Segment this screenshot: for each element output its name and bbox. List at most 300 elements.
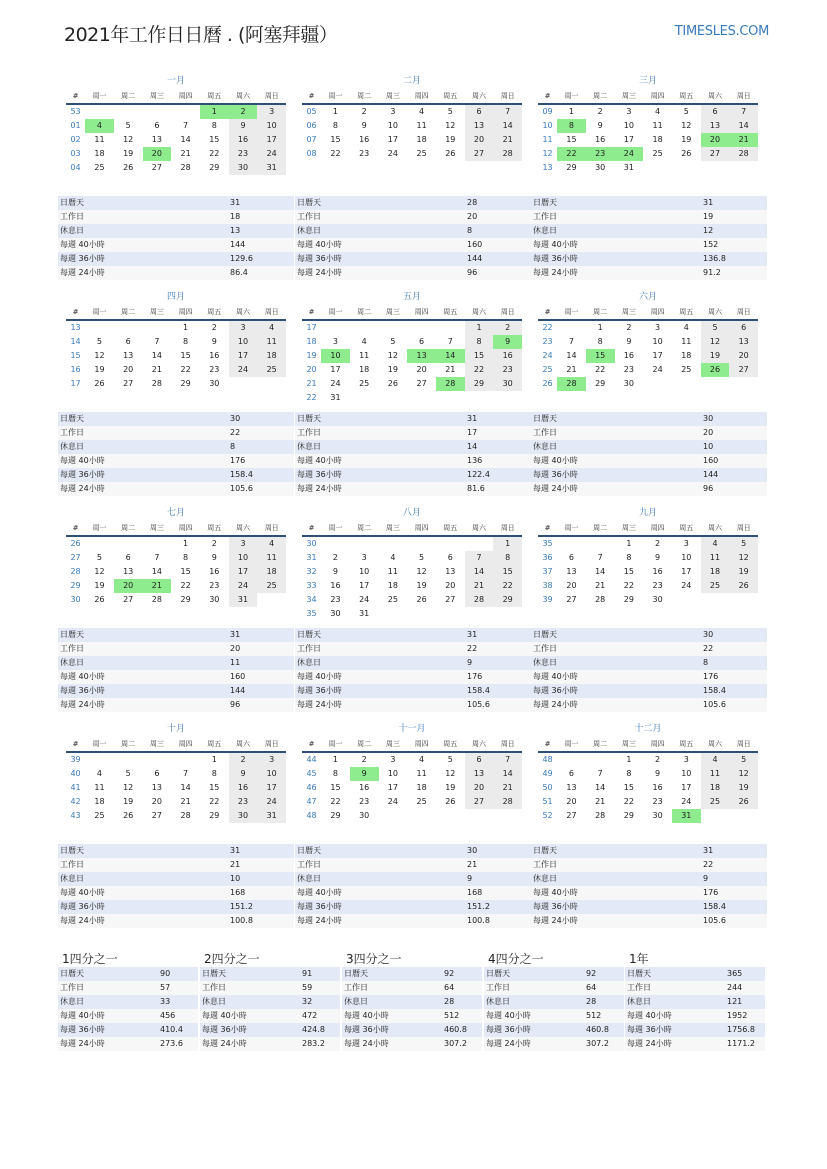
day-cell: 19 xyxy=(729,565,758,579)
day-cell: 28 xyxy=(465,593,494,607)
stat-row xyxy=(531,886,767,900)
stat-label: 休息日 xyxy=(533,442,557,451)
week-row xyxy=(66,349,286,363)
day-cell: 16 xyxy=(229,781,258,795)
week-number: 26 xyxy=(542,379,553,388)
day-cell: 12 xyxy=(701,335,730,349)
weekday-label: # xyxy=(72,92,79,100)
day-cell: 2 xyxy=(211,539,217,548)
stat-value: 1952 xyxy=(727,1011,748,1020)
weekday-label: 周三 xyxy=(385,524,400,532)
stat-label: 休息日 xyxy=(533,658,557,667)
weekday-label: 周日 xyxy=(736,524,751,532)
day-cell: 30 xyxy=(595,163,606,172)
empty-day-cell xyxy=(379,537,408,551)
day-cell: 21 xyxy=(493,781,522,795)
week-number: 45 xyxy=(306,769,317,778)
week-row xyxy=(66,753,286,767)
stat-label: 工作日 xyxy=(297,212,321,221)
day-cell: 5 xyxy=(701,321,730,335)
weekday-label: 周二 xyxy=(593,92,608,100)
day-cell: 8 xyxy=(626,553,632,562)
weekday-label: 周二 xyxy=(357,524,372,532)
empty-day-cell xyxy=(85,753,114,767)
stat-label: 每週 24小時 xyxy=(533,916,578,925)
stat-value: 176 xyxy=(467,672,483,681)
weekday-label: 周五 xyxy=(207,740,222,748)
day-cell: 13 xyxy=(465,767,494,781)
day-cell: 6 xyxy=(125,337,131,346)
day-cell: 18 xyxy=(94,149,105,158)
stat-row xyxy=(58,252,294,266)
week-row xyxy=(302,335,522,349)
stat-row xyxy=(295,224,531,238)
stat-label: 日曆天 xyxy=(60,846,84,855)
week-row xyxy=(538,119,758,133)
day-cell: 2 xyxy=(626,323,632,332)
weekday-label: 周日 xyxy=(500,308,515,316)
stat-row xyxy=(484,967,624,981)
empty-day-cell xyxy=(407,607,436,621)
day-cell: 26 xyxy=(729,579,758,593)
empty-day-cell xyxy=(114,753,143,767)
empty-day-cell xyxy=(436,537,465,551)
week-number: 19 xyxy=(306,351,317,360)
day-cell: 10 xyxy=(257,767,286,781)
day-cell: 27 xyxy=(465,147,494,161)
day-cell: 4 xyxy=(419,107,425,116)
stat-row xyxy=(531,670,767,684)
empty-day-cell xyxy=(85,537,114,551)
day-cell: 16 xyxy=(330,581,341,590)
month-name: 七月 xyxy=(166,508,185,518)
day-cell: 24 xyxy=(387,797,398,806)
stat-row xyxy=(58,468,294,482)
weekday-label: 周三 xyxy=(621,740,636,748)
day-cell: 2 xyxy=(655,539,661,548)
empty-day-cell xyxy=(643,377,672,391)
week-row xyxy=(302,349,522,363)
day-cell: 22 xyxy=(330,797,341,806)
stat-value: 512 xyxy=(444,1011,460,1020)
stat-row xyxy=(200,995,340,1009)
stat-label: 日曆天 xyxy=(533,414,557,423)
week-number: 51 xyxy=(542,797,553,806)
day-cell: 3 xyxy=(683,539,689,548)
week-row xyxy=(538,349,758,363)
weekday-label: # xyxy=(72,524,79,532)
day-cell: 18 xyxy=(652,135,663,144)
day-cell: 31 xyxy=(359,609,370,618)
weekday-label: 周四 xyxy=(650,92,665,100)
weekday-label: 周四 xyxy=(650,740,665,748)
stat-value: 8 xyxy=(703,658,709,667)
stat-label: 每週 40小時 xyxy=(60,456,105,465)
day-cell: 26 xyxy=(416,595,427,604)
week-number: 07 xyxy=(306,135,317,144)
day-cell: 16 xyxy=(359,783,370,792)
stat-label: 每週 36小時 xyxy=(202,1025,247,1034)
week-number: 13 xyxy=(542,163,553,172)
day-cell: 9 xyxy=(229,767,258,781)
day-cell: 11 xyxy=(681,337,692,346)
day-cell: 9 xyxy=(350,767,379,781)
day-cell: 14 xyxy=(180,783,191,792)
stat-row xyxy=(342,967,482,981)
day-cell: 15 xyxy=(180,567,191,576)
empty-day-cell xyxy=(465,391,494,405)
day-cell: 11 xyxy=(387,567,398,576)
day-cell: 1 xyxy=(568,107,575,116)
stat-label: 每週 24小時 xyxy=(533,484,578,493)
week-row xyxy=(538,537,758,551)
day-cell: 29 xyxy=(623,595,634,604)
day-cell: 18 xyxy=(359,365,370,374)
stat-value: 460.8 xyxy=(586,1025,609,1034)
day-cell: 23 xyxy=(623,365,634,374)
stat-label: 休息日 xyxy=(533,874,557,883)
weekday-label: 周五 xyxy=(207,308,222,316)
weekday-label: 周三 xyxy=(385,308,400,316)
weekday-label: # xyxy=(308,308,315,316)
day-cell: 4 xyxy=(655,107,661,116)
weekday-label: 周二 xyxy=(593,740,608,748)
stat-row xyxy=(625,1009,765,1023)
weekday-label: 周四 xyxy=(650,308,665,316)
day-cell: 17 xyxy=(359,581,370,590)
day-cell: 5 xyxy=(125,769,131,778)
week-number: 01 xyxy=(70,121,81,130)
stat-label: 日曆天 xyxy=(533,198,557,207)
empty-day-cell xyxy=(407,809,436,823)
day-cell: 25 xyxy=(701,795,730,809)
day-cell: 27 xyxy=(729,363,758,377)
day-cell: 4 xyxy=(257,321,286,335)
weekday-label: # xyxy=(544,740,551,748)
day-cell: 17 xyxy=(229,349,258,363)
day-cell: 3 xyxy=(229,321,258,335)
stat-label: 工作日 xyxy=(627,983,651,992)
day-cell: 29 xyxy=(180,595,191,604)
day-cell: 28 xyxy=(595,595,606,604)
weekday-label: # xyxy=(544,308,551,316)
day-cell: 18 xyxy=(94,797,105,806)
day-cell: 9 xyxy=(493,335,522,349)
day-cell: 23 xyxy=(652,581,663,590)
stat-value: 160 xyxy=(467,240,483,249)
empty-day-cell xyxy=(85,321,114,335)
day-cell: 7 xyxy=(447,337,453,346)
weekday-label: 周六 xyxy=(707,308,722,316)
empty-day-cell xyxy=(729,809,758,823)
stat-value: 168 xyxy=(230,888,246,897)
week-number: 42 xyxy=(70,797,81,806)
stat-value: 21 xyxy=(230,860,241,869)
stat-label: 休息日 xyxy=(60,442,84,451)
day-cell: 7 xyxy=(465,551,494,565)
stat-value: 158.4 xyxy=(703,902,726,911)
empty-day-cell xyxy=(465,809,494,823)
week-row xyxy=(302,321,522,335)
day-cell: 18 xyxy=(416,783,427,792)
stat-value: 158.4 xyxy=(467,686,490,695)
stat-value: 11 xyxy=(230,658,241,667)
week-row xyxy=(538,767,758,781)
stat-label: 日曆天 xyxy=(297,414,321,423)
day-cell: 30 xyxy=(209,379,220,388)
day-cell: 17 xyxy=(330,365,341,374)
day-cell: 6 xyxy=(154,769,160,778)
day-cell: 25 xyxy=(257,363,286,377)
stat-row xyxy=(484,1023,624,1037)
day-cell: 22 xyxy=(465,363,494,377)
stat-label: 日曆天 xyxy=(533,846,557,855)
day-cell: 27 xyxy=(416,379,427,388)
day-cell: 25 xyxy=(416,797,427,806)
stat-value: 9 xyxy=(467,658,473,667)
stat-label: 每週 36小時 xyxy=(297,686,342,695)
month-stats-table xyxy=(531,844,767,928)
day-cell: 13 xyxy=(445,567,456,576)
day-cell: 27 xyxy=(566,595,577,604)
weekday-header xyxy=(66,89,286,105)
stat-value: 105.6 xyxy=(703,700,726,709)
day-cell: 1 xyxy=(465,321,494,335)
weekday-label: # xyxy=(308,92,315,100)
day-cell: 11 xyxy=(701,767,730,781)
stat-row xyxy=(295,684,531,698)
day-cell: 28 xyxy=(493,147,522,161)
day-cell: 9 xyxy=(655,553,661,562)
day-cell: 8 xyxy=(626,769,632,778)
day-cell: 24 xyxy=(359,595,370,604)
day-cell: 4 xyxy=(701,537,730,551)
day-cell: 16 xyxy=(209,567,220,576)
day-cell: 24 xyxy=(229,579,258,593)
day-cell: 6 xyxy=(125,553,131,562)
stat-value: 30 xyxy=(467,846,478,855)
day-cell: 2 xyxy=(229,105,258,119)
day-cell: 17 xyxy=(257,133,286,147)
stat-value: 105.6 xyxy=(703,916,726,925)
stat-row xyxy=(58,642,294,656)
weekday-header xyxy=(538,737,758,753)
week-number: 49 xyxy=(542,769,553,778)
day-cell: 26 xyxy=(94,379,105,388)
weekday-header xyxy=(302,305,522,321)
stat-value: 158.4 xyxy=(703,686,726,695)
day-cell: 5 xyxy=(419,553,425,562)
stat-row xyxy=(58,900,294,914)
summary-stats-table xyxy=(484,967,624,1051)
weekday-label: 周日 xyxy=(264,740,279,748)
empty-day-cell xyxy=(643,161,672,175)
summary-stats-table xyxy=(58,967,198,1051)
stat-row xyxy=(295,468,531,482)
stat-row xyxy=(625,967,765,981)
weekday-label: 周日 xyxy=(736,308,751,316)
day-cell: 9 xyxy=(626,337,632,346)
stat-label: 每週 36小時 xyxy=(60,902,105,911)
day-cell: 2 xyxy=(655,755,661,764)
day-cell: 9 xyxy=(655,769,661,778)
day-cell: 9 xyxy=(211,553,217,562)
weekday-label: 周六 xyxy=(235,524,250,532)
empty-day-cell xyxy=(350,537,379,551)
stat-value: 14 xyxy=(467,442,478,451)
day-cell: 8 xyxy=(211,121,217,130)
stat-label: 每週 24小時 xyxy=(486,1039,531,1048)
day-cell: 3 xyxy=(390,107,396,116)
stat-label: 每週 36小時 xyxy=(297,254,342,263)
summary-stats-table xyxy=(342,967,482,1051)
stat-value: 21 xyxy=(467,860,478,869)
day-cell: 2 xyxy=(361,755,367,764)
stat-label: 每週 36小時 xyxy=(60,1025,105,1034)
stat-row xyxy=(531,482,767,496)
day-cell: 19 xyxy=(445,135,456,144)
day-cell: 12 xyxy=(681,121,692,130)
empty-day-cell xyxy=(493,391,522,405)
stat-value: 121 xyxy=(727,997,743,1006)
day-cell: 1 xyxy=(332,107,339,116)
week-number: 20 xyxy=(306,365,317,374)
week-number: 08 xyxy=(306,149,317,158)
stat-label: 每週 24小時 xyxy=(60,484,105,493)
week-row xyxy=(538,781,758,795)
week-row xyxy=(538,335,758,349)
day-cell: 14 xyxy=(180,135,191,144)
week-number: 28 xyxy=(70,567,81,576)
empty-day-cell xyxy=(493,607,522,621)
day-cell: 22 xyxy=(557,147,586,161)
empty-day-cell xyxy=(701,809,730,823)
stat-row xyxy=(200,967,340,981)
stat-label: 每週 40小時 xyxy=(60,1011,105,1020)
stat-label: 工作日 xyxy=(533,212,557,221)
empty-day-cell xyxy=(729,161,758,175)
stat-value: 33 xyxy=(160,997,171,1006)
stat-label: 休息日 xyxy=(344,997,368,1006)
brand-logo-text[interactable]: TIMESLES.COM xyxy=(674,24,769,39)
stat-value: 86.4 xyxy=(230,268,248,277)
week-number: 11 xyxy=(542,135,553,144)
day-cell: 7 xyxy=(493,753,522,767)
stat-row xyxy=(295,482,531,496)
day-cell: 23 xyxy=(586,147,615,161)
stat-row xyxy=(295,642,531,656)
weekday-label: 周三 xyxy=(621,308,636,316)
stat-label: 每週 24小時 xyxy=(297,268,342,277)
stat-label: 每週 24小時 xyxy=(60,268,105,277)
stat-label: 每週 40小時 xyxy=(297,888,342,897)
week-number: 12 xyxy=(542,149,553,158)
week-number: 09 xyxy=(542,107,553,116)
stat-label: 日曆天 xyxy=(60,630,84,639)
stat-value: 144 xyxy=(230,240,246,249)
day-cell: 31 xyxy=(330,393,341,402)
weekday-label: 周六 xyxy=(471,524,486,532)
empty-day-cell xyxy=(350,391,379,405)
empty-day-cell xyxy=(171,105,200,119)
week-number: 32 xyxy=(306,567,317,576)
day-cell: 20 xyxy=(465,133,494,147)
empty-day-cell xyxy=(701,161,730,175)
stat-label: 休息日 xyxy=(60,226,84,235)
day-cell: 20 xyxy=(123,365,134,374)
day-cell: 30 xyxy=(330,609,341,618)
weekday-label: 周一 xyxy=(564,308,579,316)
weekday-label: 周四 xyxy=(414,92,429,100)
day-cell: 18 xyxy=(681,351,692,360)
week-row xyxy=(538,753,758,767)
day-cell: 8 xyxy=(557,119,586,133)
weekday-label: 周一 xyxy=(92,740,107,748)
empty-day-cell xyxy=(586,537,615,551)
day-cell: 1 xyxy=(626,755,632,764)
day-cell: 26 xyxy=(445,149,456,158)
weekday-label: 周三 xyxy=(149,92,164,100)
stat-row xyxy=(295,628,531,642)
empty-day-cell xyxy=(143,537,172,551)
day-cell: 4 xyxy=(85,119,114,133)
weekday-label: 周日 xyxy=(264,308,279,316)
stat-label: 每週 40小時 xyxy=(297,672,342,681)
empty-day-cell xyxy=(407,321,436,335)
week-number: 23 xyxy=(542,337,553,346)
weekday-header xyxy=(66,737,286,753)
page-title: 2021年工作日日曆 . (阿塞拜疆） xyxy=(64,24,338,46)
stat-row xyxy=(295,858,531,872)
day-cell: 18 xyxy=(257,349,286,363)
day-cell: 7 xyxy=(154,553,160,562)
stat-value: 96 xyxy=(230,700,241,709)
month-name: 六月 xyxy=(638,292,657,302)
stat-value: 92 xyxy=(586,969,597,978)
stat-row xyxy=(295,196,531,210)
stat-label: 每週 40小時 xyxy=(60,888,105,897)
week-number: 04 xyxy=(70,163,81,172)
week-number: 41 xyxy=(70,783,81,792)
day-cell: 29 xyxy=(330,811,341,820)
weekday-label: 周一 xyxy=(92,308,107,316)
day-cell: 18 xyxy=(701,565,730,579)
day-cell: 31 xyxy=(623,163,634,172)
day-cell: 20 xyxy=(143,147,172,161)
day-cell: 22 xyxy=(180,581,191,590)
week-number: 21 xyxy=(306,379,317,388)
stat-value: 410.4 xyxy=(160,1025,183,1034)
week-number: 37 xyxy=(542,567,553,576)
stat-value: 31 xyxy=(230,846,241,855)
stat-row xyxy=(58,858,294,872)
day-cell: 5 xyxy=(729,753,758,767)
stat-value: 8 xyxy=(467,226,473,235)
day-cell: 30 xyxy=(359,811,370,820)
day-cell: 17 xyxy=(623,135,634,144)
stat-row xyxy=(484,1037,624,1051)
day-cell: 24 xyxy=(257,147,286,161)
day-cell: 16 xyxy=(652,783,663,792)
week-row xyxy=(66,321,286,335)
stat-row xyxy=(531,440,767,454)
stat-value: 10 xyxy=(703,442,714,451)
day-cell: 12 xyxy=(729,551,758,565)
day-cell: 5 xyxy=(96,553,103,562)
weekday-label: 周四 xyxy=(178,740,193,748)
empty-day-cell xyxy=(143,753,172,767)
weekday-label: 周五 xyxy=(679,524,694,532)
